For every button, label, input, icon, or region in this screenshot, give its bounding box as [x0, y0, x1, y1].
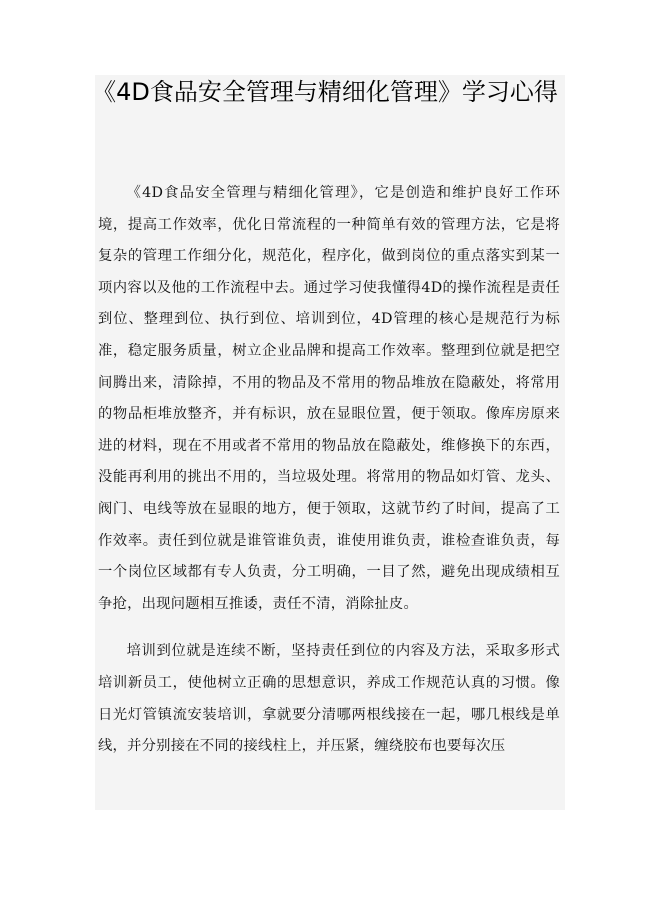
paragraph-2: 培训到位就是连续不断，坚持责任到位的内容及方法，采取多形式培训新员工，使他树立正确的思想意识，养成工作规范认真的习惯。像日光灯管镇流安装培训，拿就要分清哪两根线接在一起，哪几根线是单线，并分别接在不同的接线柱上，并压紧，缠绕胶布也要每次压 [98, 643, 560, 755]
paragraph-1: 《4D食品安全管理与精细化管理》，它是创造和维护良好工作环境，提高工作效率，优化日常流程的一种简单有效的管理方法，它是将复杂的管理工作细分化，规范化，程序化，做到岗位的重点落实到某一项内容以及他的工作流程中去。通过学习使我懂得4D的操作流程是责任到位、整理到位、执行到位、培训到位，4D管理的核心是规范行为标准，稳定服务质量，树立企业品牌和提高工作效率。整理到位就是把空间腾出来，清除掉，不用的物品及不常用的物品堆放在隐蔽处，将常用的物品柜堆放整齐，并有标识，放在显眼位置，便于领取。像库房原来进的材料，现在不用或者不常用的物品放在隐蔽处，维修换下的东西，没能再利用的挑出不用的，当垃圾处理。将常用的物品如灯管、龙头、阀门、电线等放在显眼的地方，便于领取，这就节约了时间，提高了工作效率。责任到位就是谁管谁负责，谁使用谁负责，谁检查谁负责，每一个岗位区域都有专人负责，分工明确，一目了然，避免出现成绩相互争抢，出现问题相互推诿，责任不清，消除扯皮。 [98, 185, 560, 612]
document-body [98, 178, 560, 763]
document-title: 《4D食品安全管理与精细化管理》学习心得 [92, 78, 558, 106]
